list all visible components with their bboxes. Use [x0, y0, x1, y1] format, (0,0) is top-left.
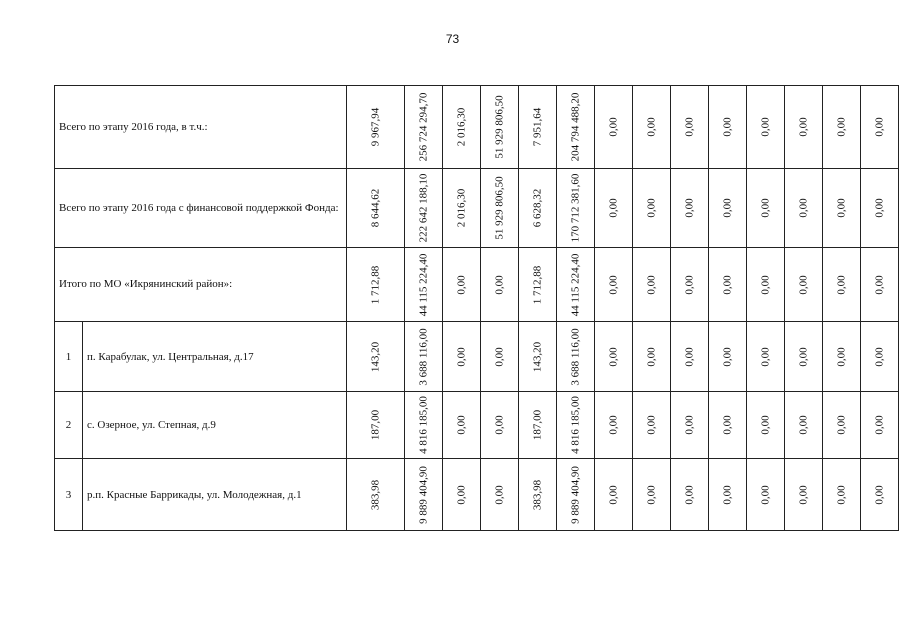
value-text: 9 889 404,90 — [417, 465, 429, 524]
value-cell — [443, 322, 481, 392]
value-cell — [633, 248, 671, 322]
value-cell — [861, 392, 899, 459]
summary-row — [55, 248, 899, 322]
value-cell — [405, 459, 443, 531]
value-text: 0,00 — [873, 198, 885, 218]
value-text: 51 929 806,50 — [493, 95, 505, 159]
value-text: 0,00 — [721, 415, 733, 435]
value-text: 0,00 — [607, 484, 619, 505]
value-text: 204 794 488,20 — [569, 92, 581, 162]
value-cell — [823, 459, 861, 531]
value-cell — [443, 459, 481, 531]
value-cell — [785, 169, 823, 248]
value-cell — [595, 169, 633, 248]
value-cell — [785, 392, 823, 459]
value-cell — [519, 322, 557, 392]
value-cell — [405, 322, 443, 392]
value-text: 222 642 188,10 — [417, 173, 429, 243]
value-text: 187,00 — [531, 409, 543, 441]
value-text: 3 688 116,00 — [417, 327, 429, 386]
value-cell — [633, 86, 671, 169]
value-cell — [557, 169, 595, 248]
value-cell — [861, 169, 899, 248]
table-row — [55, 322, 899, 392]
value-cell — [405, 248, 443, 322]
value-cell — [481, 459, 519, 531]
value-cell — [861, 248, 899, 322]
row-index: 3 — [55, 459, 83, 531]
value-text: 9 967,94 — [369, 107, 381, 147]
value-text: 0,00 — [873, 274, 885, 295]
value-cell — [405, 169, 443, 248]
value-cell — [785, 459, 823, 531]
value-cell — [405, 86, 443, 169]
value-cell — [785, 86, 823, 169]
value-cell — [709, 248, 747, 322]
value-text: 0,00 — [721, 274, 733, 295]
value-cell — [595, 392, 633, 459]
value-text: 0,00 — [645, 117, 657, 137]
value-text: 0,00 — [683, 274, 695, 295]
value-cell — [519, 248, 557, 322]
value-text: 0,00 — [759, 415, 771, 435]
value-text: 0,00 — [721, 484, 733, 505]
value-cell — [633, 392, 671, 459]
value-cell — [557, 248, 595, 322]
value-text: 1 712,88 — [531, 265, 543, 304]
value-cell — [823, 86, 861, 169]
value-text: 0,00 — [455, 346, 467, 367]
value-text: 0,00 — [645, 346, 657, 367]
value-text: 0,00 — [645, 198, 657, 218]
value-cell — [709, 322, 747, 392]
value-cell — [785, 248, 823, 322]
value-text: 0,00 — [493, 415, 505, 435]
value-text: 0,00 — [797, 117, 809, 137]
value-cell — [861, 459, 899, 531]
value-cell — [481, 322, 519, 392]
value-text: 51 929 806,50 — [493, 176, 505, 240]
value-cell — [595, 322, 633, 392]
value-cell — [443, 248, 481, 322]
value-cell — [785, 322, 823, 392]
value-cell — [347, 248, 405, 322]
value-text: 4 816 185,00 — [417, 396, 429, 454]
value-cell — [633, 169, 671, 248]
value-text: 6 628,32 — [531, 188, 543, 228]
value-text: 0,00 — [797, 274, 809, 295]
value-text: 0,00 — [873, 346, 885, 367]
value-cell — [519, 392, 557, 459]
value-cell — [633, 322, 671, 392]
value-text: 0,00 — [759, 117, 771, 137]
value-text: 383,98 — [531, 479, 543, 510]
value-text: 0,00 — [645, 484, 657, 505]
value-text: 0,00 — [683, 198, 695, 218]
value-cell — [671, 86, 709, 169]
value-text: 0,00 — [759, 274, 771, 295]
value-cell — [557, 392, 595, 459]
value-text: 0,00 — [759, 346, 771, 367]
value-cell — [709, 86, 747, 169]
value-cell — [671, 248, 709, 322]
value-cell — [747, 248, 785, 322]
value-cell — [557, 86, 595, 169]
value-text: 143,20 — [531, 341, 543, 372]
value-cell — [595, 86, 633, 169]
value-cell — [823, 322, 861, 392]
value-cell — [861, 86, 899, 169]
value-text: 9 889 404,90 — [569, 465, 581, 524]
value-cell — [557, 459, 595, 531]
value-text: 0,00 — [683, 346, 695, 367]
value-cell — [747, 392, 785, 459]
value-text: 0,00 — [721, 117, 733, 137]
value-cell — [347, 392, 405, 459]
data-table — [54, 85, 899, 531]
value-text: 0,00 — [493, 274, 505, 295]
value-cell — [823, 169, 861, 248]
value-cell — [481, 392, 519, 459]
summary-row — [55, 169, 899, 248]
value-cell — [671, 322, 709, 392]
value-cell — [633, 459, 671, 531]
value-text: 0,00 — [835, 346, 847, 367]
value-text: 44 115 224,40 — [569, 253, 581, 316]
value-text: 0,00 — [797, 346, 809, 367]
value-text: 0,00 — [873, 117, 885, 137]
value-cell — [519, 169, 557, 248]
value-text: 0,00 — [873, 484, 885, 505]
value-cell — [443, 169, 481, 248]
value-text: 7 951,64 — [531, 107, 543, 147]
value-text: 0,00 — [721, 198, 733, 218]
value-cell — [671, 459, 709, 531]
value-text: 0,00 — [455, 274, 467, 295]
value-text: 0,00 — [683, 117, 695, 137]
row-address: с. Озерное, ул. Степная, д.9 — [83, 392, 347, 459]
value-cell — [861, 322, 899, 392]
value-text: 0,00 — [797, 198, 809, 218]
row-label: Итого по МО «Икрянинский район»: — [55, 248, 347, 322]
value-cell — [709, 392, 747, 459]
value-text: 0,00 — [835, 484, 847, 505]
value-text: 0,00 — [645, 274, 657, 295]
value-text: 143,20 — [369, 341, 381, 372]
table-row — [55, 392, 899, 459]
value-cell — [347, 169, 405, 248]
row-label: Всего по этапу 2016 года, в т.ч.: — [55, 86, 347, 169]
value-text: 0,00 — [835, 117, 847, 137]
value-text: 0,00 — [683, 415, 695, 435]
value-cell — [443, 392, 481, 459]
value-cell — [347, 459, 405, 531]
value-cell — [823, 392, 861, 459]
row-address: р.п. Красные Баррикады, ул. Молодежная, д.1 — [83, 459, 347, 531]
value-cell — [823, 248, 861, 322]
value-text: 0,00 — [607, 117, 619, 137]
value-text: 0,00 — [797, 484, 809, 505]
value-cell — [747, 86, 785, 169]
value-text: 0,00 — [607, 274, 619, 295]
row-index: 1 — [55, 322, 83, 392]
value-cell — [347, 322, 405, 392]
value-cell — [747, 459, 785, 531]
value-cell — [481, 169, 519, 248]
value-text: 187,00 — [369, 409, 381, 441]
summary-row — [55, 86, 899, 169]
row-label: Всего по этапу 2016 года с финансовой поддержкой Фонда: — [55, 169, 347, 248]
value-cell — [709, 459, 747, 531]
value-cell — [671, 392, 709, 459]
value-text: 0,00 — [493, 346, 505, 367]
value-text: 0,00 — [759, 198, 771, 218]
value-cell — [405, 392, 443, 459]
value-text: 0,00 — [607, 415, 619, 435]
value-text: 383,98 — [369, 479, 381, 510]
value-text: 170 712 381,60 — [569, 173, 581, 243]
row-index: 2 — [55, 392, 83, 459]
value-text: 0,00 — [835, 415, 847, 435]
value-cell — [747, 169, 785, 248]
value-text: 0,00 — [683, 484, 695, 505]
value-text: 0,00 — [797, 415, 809, 435]
row-address: п. Карабулак, ул. Центральная, д.17 — [83, 322, 347, 392]
value-cell — [347, 86, 405, 169]
page-number: 73 — [445, 32, 460, 46]
value-text: 2 016,30 — [455, 107, 467, 147]
value-text: 0,00 — [873, 415, 885, 435]
value-text: 44 115 224,40 — [417, 253, 429, 316]
value-text: 1 712,88 — [369, 265, 381, 304]
value-text: 0,00 — [455, 484, 467, 505]
value-text: 0,00 — [645, 415, 657, 435]
value-text: 3 688 116,00 — [569, 327, 581, 386]
value-text: 0,00 — [455, 415, 467, 435]
value-cell — [443, 86, 481, 169]
value-text: 256 724 294,70 — [417, 92, 429, 162]
value-text: 0,00 — [607, 198, 619, 218]
table-row — [55, 459, 899, 531]
value-cell — [519, 86, 557, 169]
value-cell — [747, 322, 785, 392]
value-text: 0,00 — [759, 484, 771, 505]
value-text: 0,00 — [607, 346, 619, 367]
value-text: 0,00 — [493, 484, 505, 505]
value-text: 0,00 — [835, 198, 847, 218]
value-text: 0,00 — [721, 346, 733, 367]
value-cell — [481, 248, 519, 322]
value-cell — [481, 86, 519, 169]
value-text: 0,00 — [835, 274, 847, 295]
value-cell — [709, 169, 747, 248]
value-cell — [595, 248, 633, 322]
value-text: 2 016,30 — [455, 188, 467, 228]
value-text: 4 816 185,00 — [569, 396, 581, 454]
value-cell — [671, 169, 709, 248]
value-cell — [519, 459, 557, 531]
value-cell — [557, 322, 595, 392]
value-text: 8 644,62 — [369, 188, 381, 228]
value-cell — [595, 459, 633, 531]
